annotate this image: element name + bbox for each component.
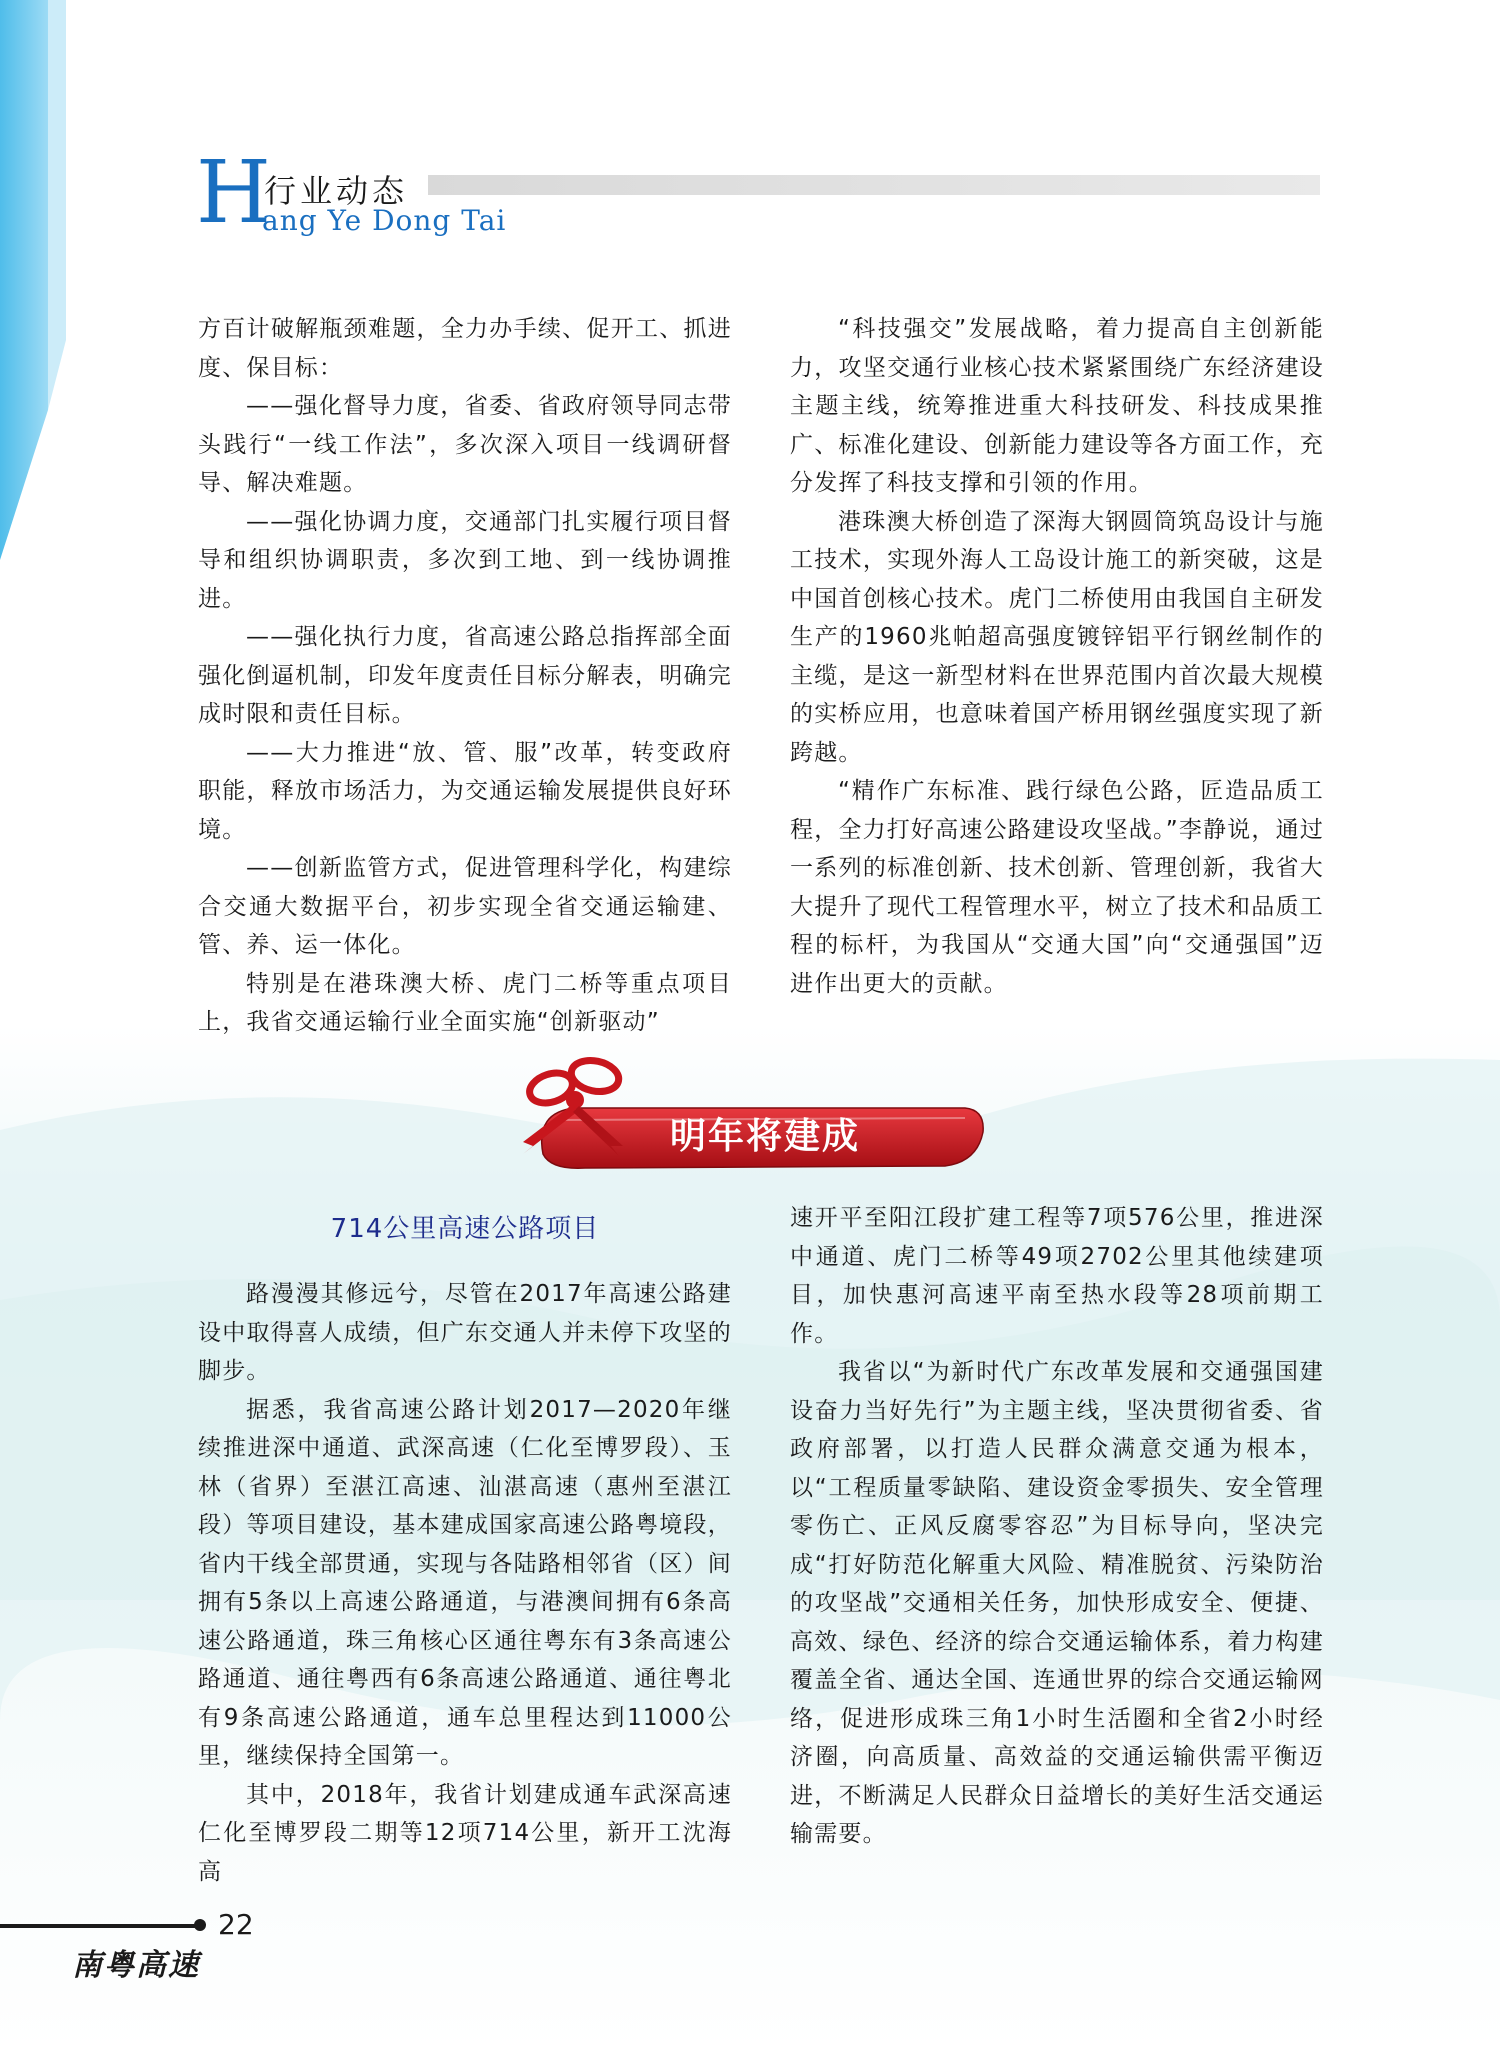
paragraph: ——强化督导力度，省委、省政府领导同志带头践行“一线工作法”，多次深入项目一线调研督导、解决难题。	[198, 393, 732, 496]
section-header	[196, 143, 1326, 243]
paragraph: ——强化协调力度，交通部门扎实履行项目督导和组织协调职责，多次到工地、到一线协调推进。	[198, 508, 732, 612]
column-top-left	[198, 310, 732, 1042]
paragraph: ——创新监管方式，促进管理科学化，构建综合交通大数据平台，初步实现全省交通运输建、管、养、运一体化。	[198, 855, 732, 958]
paragraph: 方百计破解瓶颈难题，全力办手续、促开工、抓进度、保目标：	[198, 316, 732, 381]
page-number: 22	[218, 1908, 254, 1941]
header-pinyin: ang Ye Dong Tai	[262, 204, 507, 237]
section-banner	[515, 1050, 990, 1180]
paragraph: “科技强交”发展战略，着力提高自主创新能力，攻坚交通行业核心技术紧紧围绕广东经济建设主题主线，统筹推进重大科技研发、科技成果推广、标准化建设、创新能力建设等各方面工作，充分发挥了科技支撑和引领的作用。	[790, 316, 1324, 496]
footer-dot	[194, 1919, 206, 1931]
paragraph: 据悉，我省高速公路计划2017—2020年继续推进深中通道、武深高速（仁化至博罗段）、玉林（省界）至湛江高速、汕湛高速（惠州至湛江段）等项目建设，基本建成国家高速公路粤境段，省内干线全部贯通，实现与各陆路相邻省（区）间拥有5条以上高速公路通道，与港澳间拥有6条高速公路通道，珠三角核心区通往粤东有3条高速公路通道、通往粤西有6条高速公路通道、通往粤北有9条高速公路通道，通车总里程达到11000公里，继续保持全国第一。	[198, 1396, 732, 1769]
column-top-right	[790, 310, 1324, 1003]
paragraph: “精作广东标准、践行绿色公路，匠造品质工程，全力打好高速公路建设攻坚战。”李静说，通过一系列的标准创新、技术创新、管理创新，我省大大提升了现代工程管理水平，树立了技术和品质工程的标杆，为我国从“交通大国”向“交通强国”迈进作出更大的贡献。	[790, 778, 1325, 997]
paragraph: 路漫漫其修远兮，尽管在2017年高速公路建设中取得喜人成绩，但广东交通人并未停下攻坚的脚步。	[198, 1281, 732, 1384]
footer-rule	[0, 1924, 200, 1928]
paragraph: 其中，2018年，我省计划建成通车武深高速仁化至博罗段二期等12项714公里，新开工沈海高	[198, 1781, 732, 1885]
column-bottom-right	[790, 1199, 1324, 1854]
column-bottom-left	[198, 1275, 732, 1891]
header-title: 行业动态	[264, 172, 409, 210]
paragraph: ——强化执行力度，省高速公路总指挥部全面强化倒逼机制，印发年度责任目标分解表，明确完成时限和责任目标。	[198, 624, 732, 727]
section-subtitle: 714公里高速公路项目	[330, 1214, 600, 1244]
header-initial-letter: H	[196, 143, 271, 243]
paragraph: 我省以“为新时代广东改革发展和交通强国建设奋力当好先行”为主题主线，坚决贯彻省委、省政府部署，以打造人民群众满意交通为根本，以“工程质量零缺陷、建设资金零损失、安全管理零伤亡、正风反腐零容忍”为目标导向，坚决完成“打好防范化解重大风险、精准脱贫、污染防治的攻坚战”交通相关任务，加快形成安全、便捷、高效、绿色、经济的综合交通运输体系，着力构建覆盖全省、通达全国、连通世界的综合交通运输网络，促进形成珠三角1小时生活圈和全省2小时经济圈，向高质量、高效益的交通运输供需平衡迈进，不断满足人民群众日益增长的美好生活交通运输需要。	[790, 1359, 1324, 1847]
paragraph: 特别是在港珠澳大桥、虎门二桥等重点项目上，我省交通运输行业全面实施“创新驱动”	[198, 970, 732, 1035]
paragraph: ——大力推进“放、管、服”改革，转变政府职能，释放市场活力，为交通运输发展提供良好环境。	[198, 739, 732, 843]
header-bar	[428, 175, 1320, 195]
paragraph: 港珠澳大桥创造了深海大钢圆筒筑岛设计与施工技术，实现外海人工岛设计施工的新突破，这是中国首创核心技术。虎门二桥使用由我国自主研发生产的1960兆帕超高强度镀锌铝平行钢丝制作的主缆，是这一新型材料在世界范围内首次最大规模的实桥应用，也意味着国产桥用钢丝强度实现了新跨越。	[790, 508, 1324, 766]
paragraph: 速开平至阳江段扩建工程等7项576公里，推进深中通道、虎门二桥等49项2702公里其他续建项目，加快惠河高速平南至热水段等28项前期工作。	[790, 1205, 1324, 1347]
magazine-logo: 南粤高速	[72, 1948, 200, 1983]
banner-title: 明年将建成	[669, 1116, 860, 1157]
